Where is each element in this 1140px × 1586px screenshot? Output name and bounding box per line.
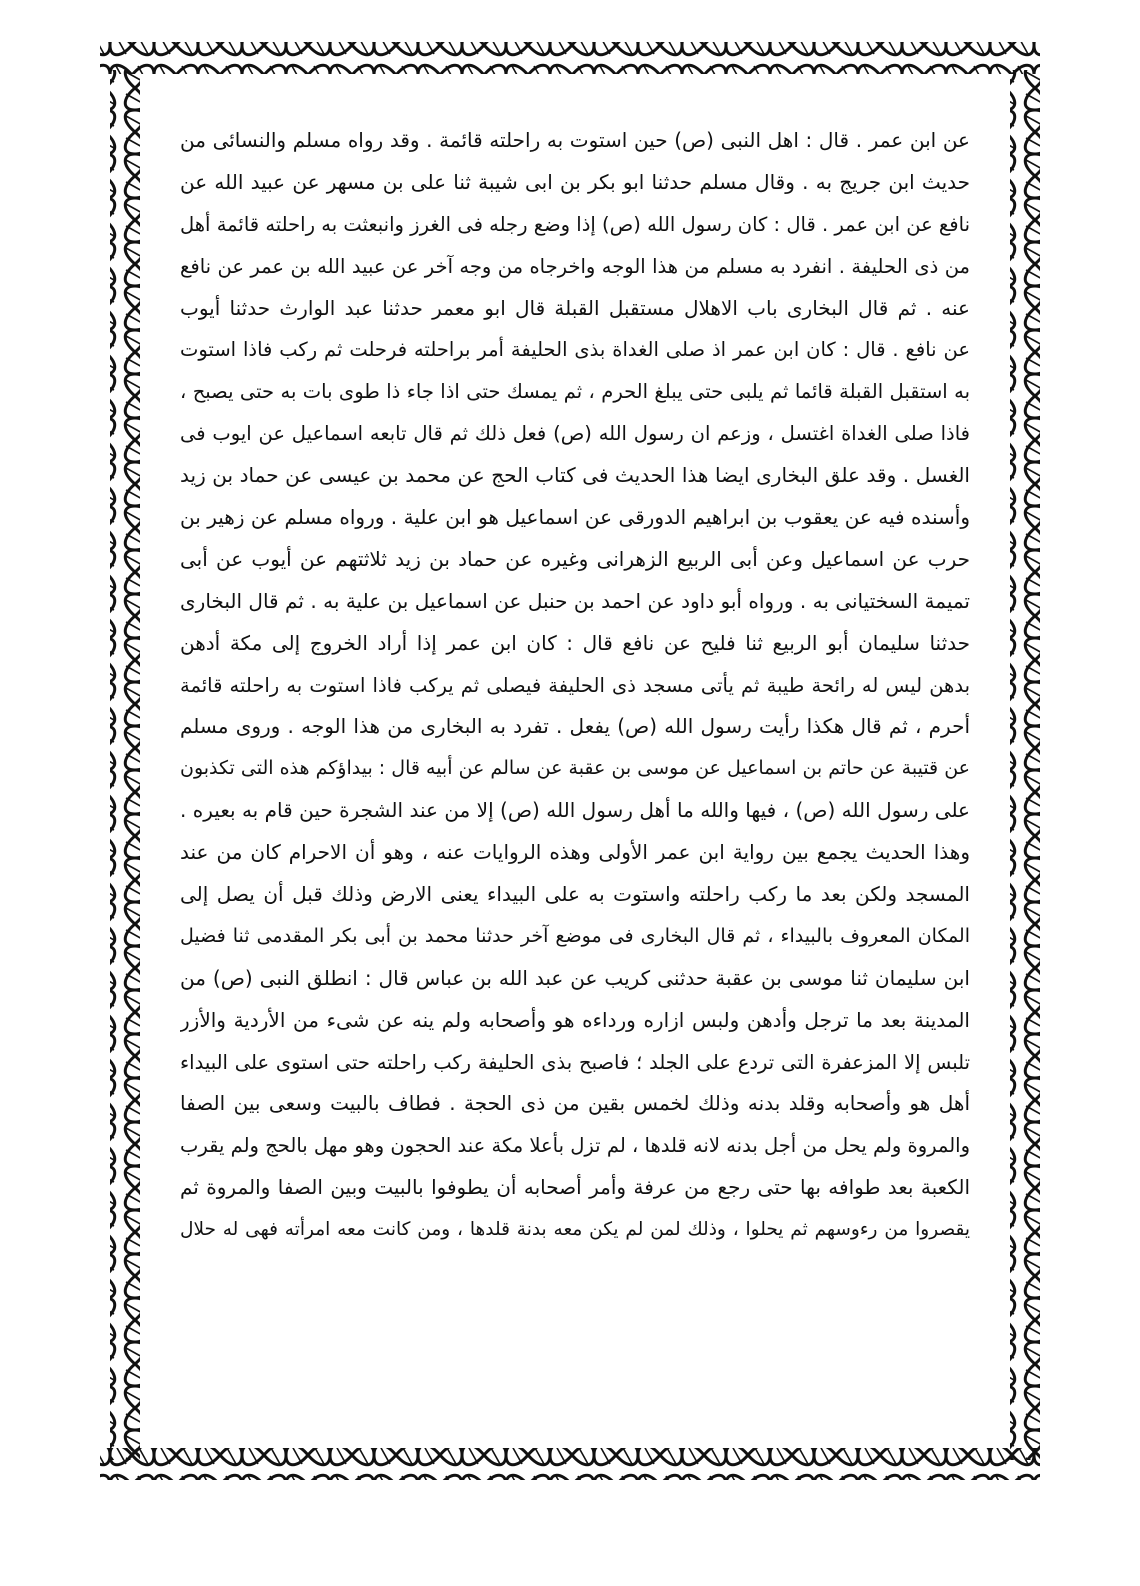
text-line: المسجد ولكن بعد ما ركب راحلته واستوت به على البيداء يعنى الارض وذلك قبل أن يصل إلى <box>180 882 970 907</box>
text-line: عنه . ثم قال البخارى باب الاهلال مستقبل القبلة قال ابو معمر حدثنا عبد الوارث حدثنا أيوب <box>180 295 970 320</box>
text-line: نافع عن ابن عمر . قال : كان رسول الله (ص) إذا وضع رجله فى الغرز وانبعثت به راحلته قائمة أهل <box>180 212 970 236</box>
text-line: عن نافع . قال : كان ابن عمر اذ صلى الغداة بذى الحليفة أمر براحلته فرحلت ثم ركب فاذا استوت <box>180 338 970 362</box>
text-line: وهذا الحديث يجمع بين رواية ابن عمر الأولى وهذه الروايات عنه ، وهو أن الاحرام كان من عند <box>180 840 970 865</box>
border-bottom <box>100 1448 1040 1480</box>
border-right <box>1010 70 1040 1460</box>
text-line: به استقبل القبلة قائما ثم يلبى حتى يبلغ الحرم ، ثم يمسك حتى اذا جاء ذا طوى بات به حتى يصبح ، <box>180 380 970 404</box>
text-line: من ذى الحليفة . انفرد به مسلم من هذا الوجه واخرجاه من وجه آخر عن عبيد الله بن عمر عن نافع <box>180 254 970 278</box>
text-line: وأسنده فيه عن يعقوب بن ابراهيم الدورقى عن اسماعيل هو ابن علية . ورواه مسلم عن زهير بن <box>180 505 970 530</box>
text-line: الغسل . وقد علق البخارى ايضا هذا الحديث فى كتاب الحج عن محمد بن عيسى عن حماد بن زيد <box>180 463 970 488</box>
arabic-text-body <box>180 120 970 1440</box>
text-line: أهل هو وأصحابه وقلد بدنه وذلك لخمس بقين من ذى الحجة . فطاف بالبيت وسعى بين الصفا <box>180 1091 970 1116</box>
text-line: بدهن ليس له رائحة طيبة ثم يأتى مسجد ذى الحليفة فيصلى ثم يركب فاذا استوت به راحلته قائمة <box>180 673 970 697</box>
text-line: حديث ابن جريج به . وقال مسلم حدثنا ابو بكر بن ابى شيبة ثنا على بن مسهر عن عبيد الله عن <box>180 169 970 194</box>
text-line: تلبس إلا المزعفرة التى تردع على الجلد ؛ فاصبح بذى الحليفة ركب راحلته حتى استوى على البيداء <box>180 1050 970 1074</box>
text-line: على رسول الله (ص) ، فيها والله ما أهل رسول الله (ص) إلا من عند الشجرة حين قام به بعيره . <box>180 798 970 823</box>
border-top <box>100 42 1040 74</box>
text-line: عن ابن عمر . قال : اهل النبى (ص) حين استوت به راحلته قائمة . وقد رواه مسلم والنسائى من <box>180 128 970 152</box>
text-line: ابن سليمان ثنا موسى بن عقبة حدثنى كريب عن عبد الله بن عباس قال : انطلق النبى (ص) من <box>180 965 970 990</box>
text-line: والمروة ولم يحل من أجل بدنه لانه قلدها ، لم تزل بأعلا مكة عند الحجون وهو مهل بالحج ولم يقرب <box>180 1134 970 1158</box>
border-left <box>110 70 140 1460</box>
text-line: حدثنا سليمان أبو الربيع ثنا فليح عن نافع قال : كان ابن عمر إذا أراد الخروج إلى مكة أدهن <box>180 630 970 655</box>
text-line: عن قتيبة عن حاتم بن اسماعيل عن موسى بن عقبة عن سالم عن أبيه قال : بيداؤكم هذه التى تكذبون <box>180 757 970 780</box>
text-line: المكان المعروف بالبيداء ، ثم قال البخارى فى موضع آخر حدثنا محمد بن أبى بكر المقدمى ثنا فضيل <box>180 924 970 947</box>
text-line: المدينة بعد ما ترجل وأدهن ولبس ازاره ورداءه هو وأصحابه ولم ينه عن شىء من الأردية والأزر <box>180 1007 970 1032</box>
text-line: الكعبة بعد طوافه بها حتى رجع من عرفة وأمر أصحابه أن يطوفوا بالبيت وبين الصفا والمروة ثم <box>180 1175 970 1200</box>
text-line: فاذا صلى الغداة اغتسل ، وزعم ان رسول الله (ص) فعل ذلك ثم قال تابعه اسماعيل عن ايوب فى <box>180 422 970 446</box>
text-line: حرب عن اسماعيل وعن أبى الربيع الزهرانى وغيره عن حماد بن زيد ثلاثتهم عن أيوب عن أبى <box>180 546 970 571</box>
text-line: تميمة السختيانى به . ورواه أبو داود عن احمد بن حنبل عن اسماعيل بن علية به . ثم قال البخارى <box>180 588 970 613</box>
text-line: يقصروا من رءوسهم ثم يحلوا ، وذلك لمن لم يكن معه بدنة قلدها ، ومن كانت معه امرأته فهى له حلال <box>180 1219 970 1241</box>
text-line: أحرم ، ثم قال هكذا رأيت رسول الله (ص) يفعل . تفرد به البخارى من هذا الوجه . وروى مسلم <box>180 714 970 739</box>
